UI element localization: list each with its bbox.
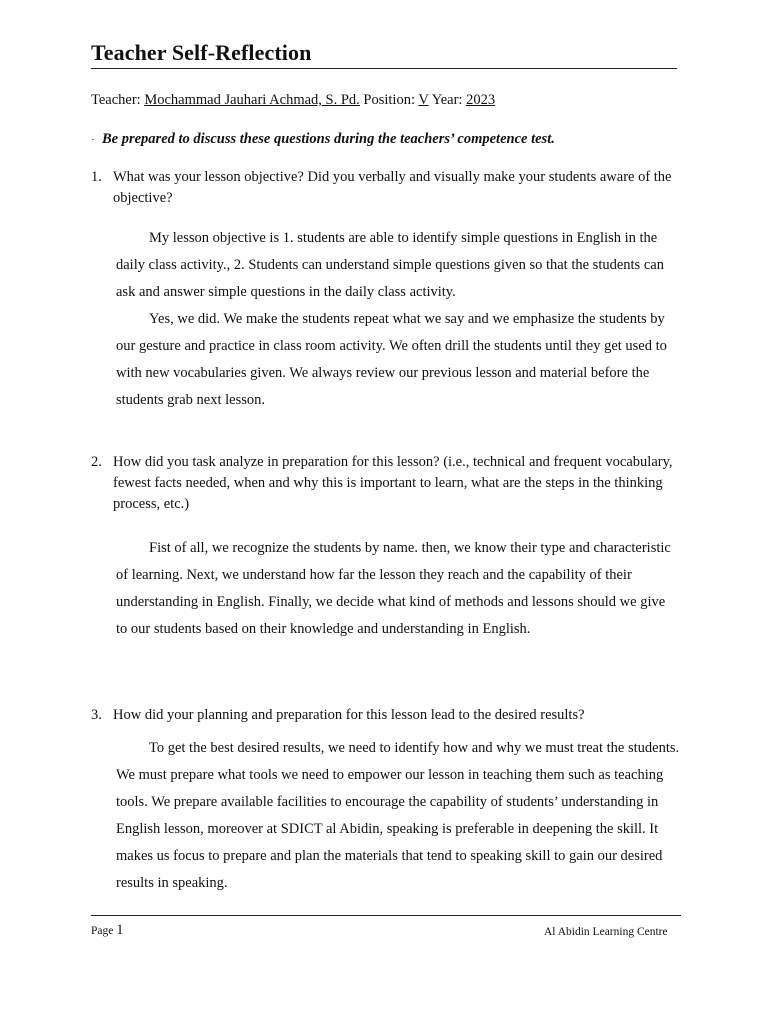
instruction-note	[91, 131, 555, 148]
year-value: 2023	[466, 92, 496, 108]
position-label: Position:	[363, 92, 415, 108]
page-number-label	[91, 922, 123, 939]
instruction-text: Be prepared to discuss these questions during the teachers’ competence test.	[102, 131, 555, 147]
teacher-name: Mochammad Jauhari Achmad, S. Pd.	[144, 92, 360, 108]
teacher-info-line	[91, 92, 495, 109]
page-label-text: Page	[91, 925, 114, 937]
answer-paragraph: My lesson objective is 1. students are able to identify simple questions in English in the daily class activity., 2. Students can understand simple questions given so that the students can ask and answer simple questions in the daily class activity.	[116, 230, 664, 300]
title-divider	[91, 68, 677, 69]
answer-1	[116, 225, 680, 414]
question-text: How did you task analyze in preparation for this lesson? (i.e., technical and frequent vocabulary, fewest facts needed, when and why this is important to learn, what are the steps in the thinking process, etc.)	[113, 454, 673, 512]
footer-organization: Al Abidin Learning Centre	[544, 926, 668, 938]
bullet-icon: ·	[91, 134, 95, 146]
page-title: Teacher Self-Reflection	[91, 40, 312, 65]
question-text: How did your planning and preparation for this lesson lead to the desired results?	[113, 707, 585, 723]
position-value: V	[418, 92, 429, 108]
question-3	[91, 705, 677, 726]
question-number: 3.	[91, 707, 102, 723]
question-1	[91, 167, 677, 209]
answer-3	[116, 735, 680, 897]
answer-paragraph: To get the best desired results, we need to identify how and why we must treat the students. We must prepare what tools we need to empower our lesson in teaching them such as teaching tools. We prepare available facilities to encourage the capability of students’ understanding in English lesson, moreover at SDICT al Abidin, speaking is preferable in deepening the skill. It makes us focus to prepare and plan the materials that tend to speaking skill to gain our desired results in speaking.	[116, 740, 680, 891]
footer-divider	[91, 915, 681, 916]
question-number: 2.	[91, 454, 102, 470]
question-2	[91, 452, 677, 515]
answer-paragraph: Yes, we did. We make the students repeat what we say and we emphasize the students by our gesture and practice in class room activity. We often drill the students until they get used to with new vocabularies given. We always review our previous lesson and material before the students grab next lesson.	[116, 311, 667, 408]
year-label: Year:	[431, 92, 463, 108]
answer-paragraph: Fist of all, we recognize the students by name. then, we know their type and characteristic of learning. Next, we understand how far the lesson they reach and the capability of their understanding in English. Finally, we decide what kind of methods and lessons should we give to our students based on their knowledge and understanding in English.	[116, 540, 671, 637]
question-number: 1.	[91, 169, 102, 185]
question-text: What was your lesson objective? Did you verbally and visually make your students aware of the objective?	[113, 169, 672, 206]
answer-2	[116, 535, 680, 643]
page-number: 1	[116, 922, 124, 938]
teacher-label: Teacher:	[91, 92, 141, 108]
